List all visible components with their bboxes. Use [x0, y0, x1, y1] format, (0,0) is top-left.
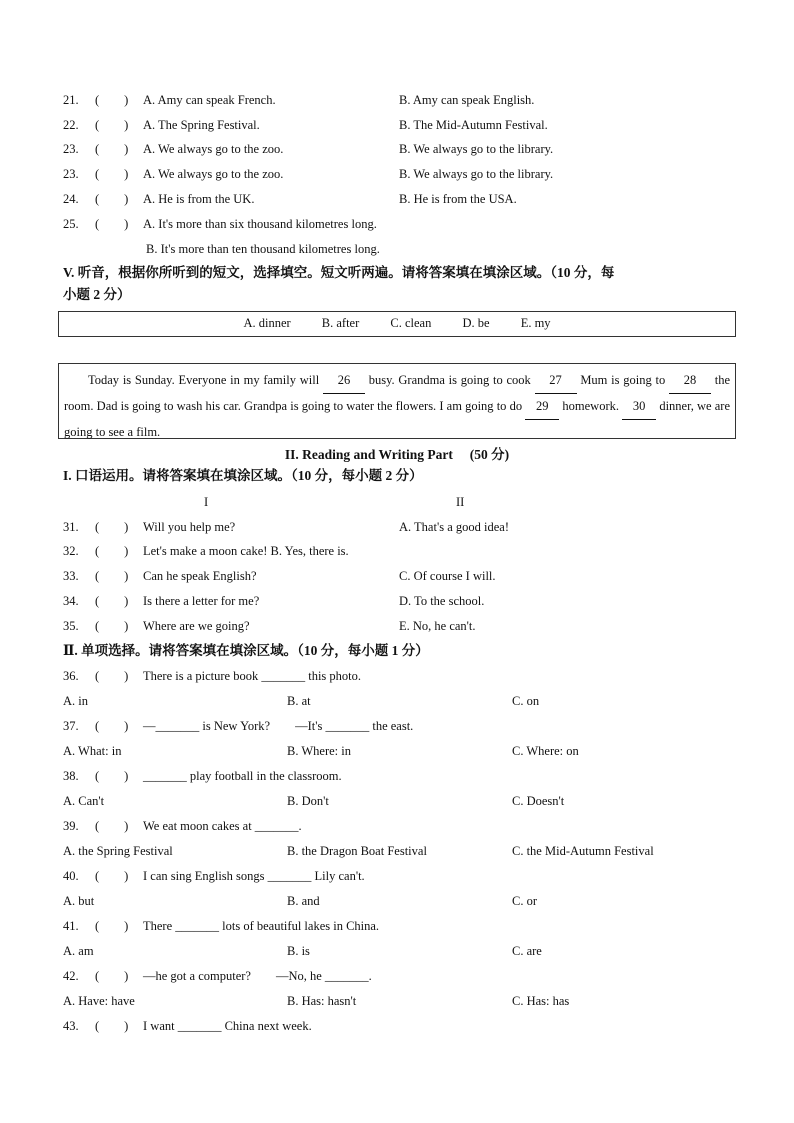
question-number: 41. [63, 919, 79, 933]
question-number: 25. [63, 217, 79, 231]
question-text: We eat moon cakes at _______. [143, 819, 302, 833]
question-number: 33. [63, 569, 79, 583]
question-text: Will you help me? [143, 520, 236, 534]
question-number: 43. [63, 1019, 79, 1033]
passage-part: homework. [562, 399, 619, 413]
question-number: 21. [63, 93, 79, 107]
section-5-heading-line2: 小题 2 分） [63, 287, 131, 302]
section-ii-heading: Ⅱ. 单项选择。请将答案填在填涂区域。（10 分，每小题 1 分） [63, 643, 429, 658]
option-c: C. or [512, 894, 537, 908]
answer-paren: ( ) [95, 969, 129, 983]
answer-paren: ( ) [95, 192, 129, 206]
passage-part: dinner, we are going to see a film. [64, 399, 731, 439]
option-a: A. It's more than six thousand kilometres long. [143, 217, 377, 231]
option-c: C. Has: has [512, 994, 570, 1008]
passage-part: busy. Grandma is going to cook [368, 373, 531, 387]
answer-paren: ( ) [95, 1019, 129, 1033]
answer-paren: ( ) [95, 919, 129, 933]
question-number: 36. [63, 669, 79, 683]
option-a: A. the Spring Festival [63, 844, 173, 858]
question-text: —_______ is New York? —It's _______ the east. [143, 719, 414, 733]
word-bank-item: A. dinner [243, 316, 291, 330]
word-bank-item: D. be [462, 316, 490, 330]
option-c: C. are [512, 944, 542, 958]
option-a: A. The Spring Festival. [143, 118, 260, 132]
passage-part: the room. Dad is going to wash his car. Grandpa is going to water the flowers. I am going to do [64, 373, 731, 413]
passage-part: Mum is going to [580, 373, 666, 387]
option-c: C. on [512, 694, 540, 708]
question-number: 31. [63, 520, 79, 534]
option-a: A. We always go to the zoo. [143, 167, 284, 181]
answer-paren: ( ) [95, 520, 129, 534]
section-5-heading-line1: V. 听音，根据你所听到的短文，选择填空。短文听两遍。请将答案填在填涂区域。（10 分，每 [63, 265, 615, 280]
question-number: 22. [63, 118, 79, 132]
option-c: C. Where: on [512, 744, 579, 758]
option-a: A. Amy can speak French. [143, 93, 276, 107]
option-c: C. Doesn't [512, 794, 565, 808]
section-5-heading [63, 262, 614, 306]
option-a: A. in [63, 694, 88, 708]
answer-paren: ( ) [95, 869, 129, 883]
option-a: A. but [63, 894, 95, 908]
answer-paren: ( ) [95, 669, 129, 683]
word-bank-item: B. after [321, 316, 360, 330]
option-c: C. the Mid-Autumn Festival [512, 844, 654, 858]
word-bank [59, 316, 735, 331]
answer-paren: ( ) [95, 819, 129, 833]
question-text: I can sing English songs _______ Lily can't. [143, 869, 365, 883]
word-bank-item: C. clean [390, 316, 432, 330]
question-number: 42. [63, 969, 79, 983]
answer-paren: ( ) [95, 142, 129, 156]
option-b: B. He is from the USA. [399, 192, 517, 206]
question-text: There is a picture book _______ this photo. [143, 669, 362, 683]
question-text: _______ play football in the classroom. [143, 769, 342, 783]
question-number: 34. [63, 594, 79, 608]
question-number: 23. [63, 142, 79, 156]
question-text: Is there a letter for me? [143, 594, 260, 608]
option-a: A. am [63, 944, 94, 958]
blank-26[interactable]: 26 [323, 368, 365, 394]
option-a: A. We always go to the zoo. [143, 142, 284, 156]
option-a: A. Have: have [63, 994, 135, 1008]
answer-paren: ( ) [95, 769, 129, 783]
response-option: E. No, he can't. [399, 619, 476, 633]
word-bank-box [58, 311, 736, 337]
part-2-title: II. Reading and Writing Part (50 分) [284, 447, 510, 462]
question-text: There _______ lots of beautiful lakes in China. [143, 919, 380, 933]
option-a: A. He is from the UK. [143, 192, 255, 206]
blank-28[interactable]: 28 [669, 368, 711, 394]
answer-paren: ( ) [95, 93, 129, 107]
option-b: B. the Dragon Boat Festival [287, 844, 427, 858]
answer-paren: ( ) [95, 594, 129, 608]
answer-paren: ( ) [95, 719, 129, 733]
answer-paren: ( ) [95, 118, 129, 132]
option-b: B. It's more than ten thousand kilometres long. [146, 242, 380, 256]
response-option: C. Of course I will. [399, 569, 496, 583]
passage-part: Today is Sunday. Everyone in my family will [88, 373, 320, 387]
option-a: A. What: in [63, 744, 122, 758]
question-text: Can he speak English? [143, 569, 257, 583]
section-i-heading: I. 口语运用。请将答案填在填涂区域。（10 分，每小题 2 分） [63, 468, 423, 483]
option-b: B. Amy can speak English. [399, 93, 535, 107]
question-text: Where are we going? [143, 619, 250, 633]
question-number: 38. [63, 769, 79, 783]
question-text: Let's make a moon cake! B. Yes, there is. [143, 544, 349, 558]
passage-text [64, 368, 730, 445]
question-number: 35. [63, 619, 79, 633]
option-b: B. at [287, 694, 311, 708]
option-b: B. We always go to the library. [399, 142, 554, 156]
answer-paren: ( ) [95, 544, 129, 558]
option-b: B. is [287, 944, 310, 958]
option-b: B. Has: hasn't [287, 994, 357, 1008]
question-number: 23. [63, 167, 79, 181]
column-i-label: I [204, 495, 209, 509]
question-number: 32. [63, 544, 79, 558]
option-b: B. Where: in [287, 744, 351, 758]
option-b: B. We always go to the library. [399, 167, 554, 181]
blank-29[interactable]: 29 [525, 394, 559, 420]
question-text: —he got a computer? —No, he _______. [143, 969, 372, 983]
question-text: I want _______ China next week. [143, 1019, 312, 1033]
answer-paren: ( ) [95, 167, 129, 181]
response-option: A. That's a good idea! [399, 520, 509, 534]
option-b: B. Don't [287, 794, 329, 808]
blank-30[interactable]: 30 [622, 394, 656, 420]
blank-27[interactable]: 27 [535, 368, 577, 394]
option-b: B. The Mid-Autumn Festival. [399, 118, 548, 132]
question-number: 24. [63, 192, 79, 206]
passage-box [58, 363, 736, 439]
question-number: 37. [63, 719, 79, 733]
word-bank-item: E. my [520, 316, 551, 330]
response-option: D. To the school. [399, 594, 485, 608]
question-number: 40. [63, 869, 79, 883]
column-ii-label: II [456, 495, 465, 509]
question-number: 39. [63, 819, 79, 833]
answer-paren: ( ) [95, 569, 129, 583]
answer-paren: ( ) [95, 217, 129, 231]
answer-paren: ( ) [95, 619, 129, 633]
option-b: B. and [287, 894, 320, 908]
option-a: A. Can't [63, 794, 105, 808]
